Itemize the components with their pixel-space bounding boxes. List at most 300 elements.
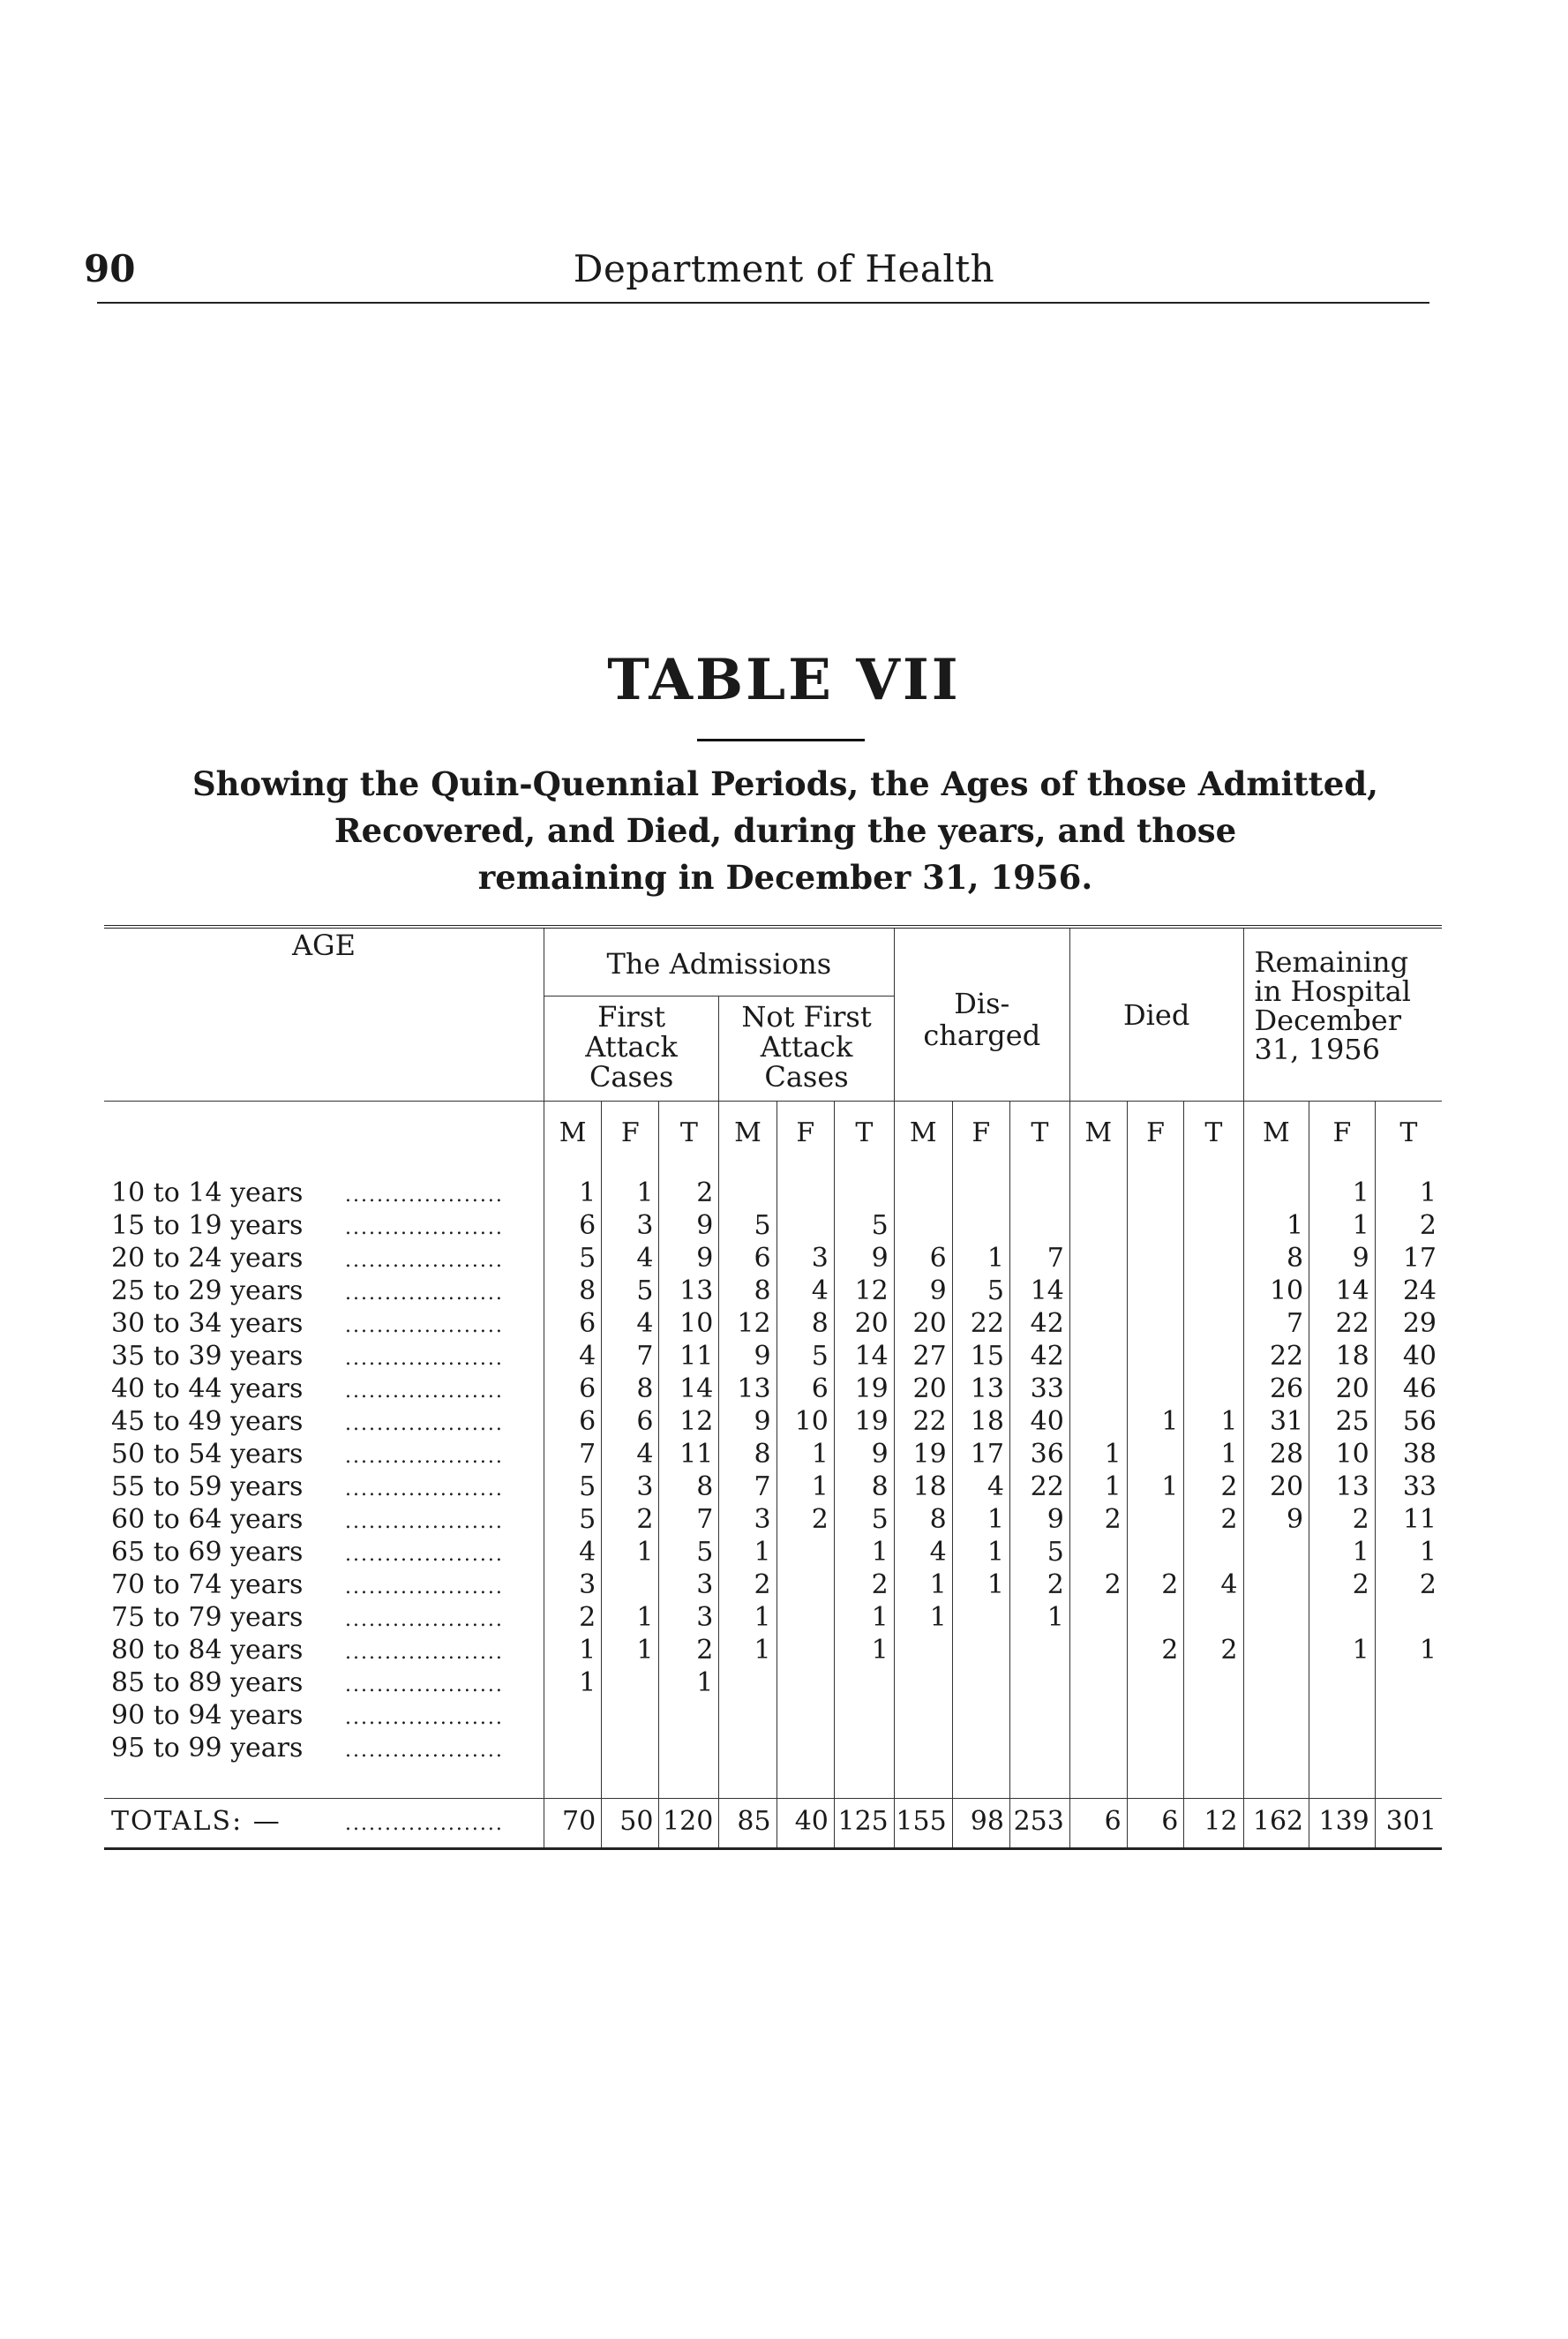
age-range-label: 75 to 79 years — [111, 1602, 304, 1633]
value-cell — [1309, 1701, 1376, 1734]
value-cell: 10 — [1309, 1440, 1376, 1472]
value-cell: 20 — [1309, 1374, 1376, 1407]
value-cell: 3 — [544, 1570, 601, 1603]
value-cell: 6 — [776, 1374, 834, 1407]
value-cell: 17 — [1375, 1244, 1442, 1276]
value-cell: 14 — [1309, 1276, 1376, 1309]
value-cell: 7 — [1243, 1309, 1309, 1342]
spacer-cell — [1009, 1766, 1069, 1799]
value-cell — [1309, 1734, 1376, 1766]
value-cell: 2 — [1127, 1636, 1184, 1668]
value-cell — [602, 1734, 659, 1766]
value-cell: 2 — [659, 1636, 719, 1668]
value-cell — [1243, 1538, 1309, 1570]
leader-dots: .................... — [345, 1609, 504, 1631]
value-cell: 15 — [952, 1342, 1009, 1374]
value-cell — [1243, 1603, 1309, 1636]
value-cell — [719, 1734, 776, 1766]
value-cell — [1069, 1276, 1127, 1309]
spacer-row — [104, 1766, 1442, 1799]
value-cell: 1 — [776, 1472, 834, 1505]
age-range-label: 10 to 14 years — [111, 1177, 304, 1208]
value-cell — [952, 1734, 1009, 1766]
value-cell — [1127, 1668, 1184, 1701]
leader-dots: .................... — [345, 1707, 504, 1729]
admissions-header: The Admissions — [544, 927, 894, 997]
value-cell: 33 — [1375, 1472, 1442, 1505]
value-cell — [1309, 1603, 1376, 1636]
value-cell — [1069, 1538, 1127, 1570]
value-cell: 4 — [544, 1538, 601, 1570]
totals-label: TOTALS: — — [111, 1806, 281, 1837]
value-cell: 3 — [659, 1603, 719, 1636]
running-title: Department of Health — [573, 247, 995, 290]
value-cell: 1 — [834, 1603, 894, 1636]
not-first-attack-header-line: Cases — [764, 1060, 849, 1094]
value-cell: 1 — [719, 1636, 776, 1668]
spacer-cell — [1127, 1766, 1184, 1799]
age-range-label: 55 to 59 years — [111, 1471, 304, 1502]
sex-column-header: T — [1009, 1102, 1069, 1162]
value-cell: 6 — [894, 1244, 952, 1276]
value-cell — [894, 1701, 952, 1734]
age-column-header: AGE — [104, 927, 544, 1102]
value-cell: 9 — [719, 1407, 776, 1440]
value-cell: 1 — [1309, 1211, 1376, 1244]
value-cell: 4 — [952, 1472, 1009, 1505]
leader-dots: .................... — [345, 1544, 504, 1566]
age-cell — [104, 1161, 544, 1211]
remaining-header-line: Remaining — [1254, 945, 1409, 979]
age-cell — [104, 1440, 544, 1472]
spacer-cell — [1184, 1766, 1243, 1799]
value-cell: 9 — [659, 1244, 719, 1276]
value-cell — [602, 1668, 659, 1701]
value-cell — [544, 1734, 601, 1766]
value-cell: 7 — [659, 1505, 719, 1538]
value-cell: 5 — [776, 1342, 834, 1374]
age-range-label: 70 to 74 years — [111, 1569, 304, 1600]
value-cell — [1069, 1374, 1127, 1407]
died-header: Died — [1069, 927, 1243, 1102]
value-cell — [1127, 1440, 1184, 1472]
value-cell: 1 — [719, 1603, 776, 1636]
value-cell — [952, 1701, 1009, 1734]
value-cell: 1 — [1127, 1407, 1184, 1440]
value-cell: 7 — [602, 1342, 659, 1374]
value-cell: 8 — [659, 1472, 719, 1505]
age-range-label: 25 to 29 years — [111, 1275, 304, 1306]
value-cell: 18 — [1309, 1342, 1376, 1374]
value-cell — [1243, 1668, 1309, 1701]
value-cell — [952, 1603, 1009, 1636]
table-title: TABLE VII — [607, 647, 961, 713]
value-cell — [659, 1734, 719, 1766]
value-cell — [1009, 1734, 1069, 1766]
value-cell: 19 — [834, 1407, 894, 1440]
table-row — [104, 1440, 1442, 1472]
value-cell: 2 — [834, 1570, 894, 1603]
sex-column-header: M — [894, 1102, 952, 1162]
value-cell — [1375, 1603, 1442, 1636]
value-cell: 10 — [659, 1309, 719, 1342]
value-cell: 46 — [1375, 1374, 1442, 1407]
value-cell — [1127, 1342, 1184, 1374]
value-cell: 4 — [1184, 1570, 1243, 1603]
value-cell — [1184, 1734, 1243, 1766]
value-cell: 7 — [544, 1440, 601, 1472]
value-cell — [1127, 1211, 1184, 1244]
value-cell — [1069, 1407, 1127, 1440]
sex-column-header: T — [659, 1102, 719, 1162]
value-cell: 1 — [776, 1440, 834, 1472]
leader-dots: .................... — [345, 1380, 504, 1403]
value-cell: 6 — [544, 1407, 601, 1440]
value-cell: 1 — [544, 1161, 601, 1211]
value-cell — [1069, 1309, 1127, 1342]
value-cell: 1 — [1184, 1407, 1243, 1440]
age-cell — [104, 1309, 544, 1342]
age-range-label: 50 to 54 years — [111, 1439, 304, 1470]
value-cell: 3 — [776, 1244, 834, 1276]
value-cell — [894, 1668, 952, 1701]
value-cell: 5 — [834, 1211, 894, 1244]
sex-column-header: F — [1127, 1102, 1184, 1162]
value-cell: 8 — [894, 1505, 952, 1538]
table-row — [104, 1342, 1442, 1374]
value-cell: 8 — [1243, 1244, 1309, 1276]
table-row — [104, 1603, 1442, 1636]
sex-column-header: F — [1309, 1102, 1376, 1162]
table-row — [104, 1472, 1442, 1505]
leader-dots: .................... — [345, 1348, 504, 1370]
page-number: 90 — [84, 247, 136, 290]
value-cell: 13 — [1309, 1472, 1376, 1505]
total-value-cell: 6 — [1127, 1799, 1184, 1849]
value-cell: 5 — [719, 1211, 776, 1244]
value-cell — [1243, 1701, 1309, 1734]
value-cell: 5 — [602, 1276, 659, 1309]
value-cell: 12 — [659, 1407, 719, 1440]
value-cell: 1 — [952, 1538, 1009, 1570]
value-cell: 1 — [1309, 1538, 1376, 1570]
value-cell: 19 — [894, 1440, 952, 1472]
value-cell: 5 — [544, 1505, 601, 1538]
table-row — [104, 1276, 1442, 1309]
value-cell: 9 — [1009, 1505, 1069, 1538]
value-cell: 20 — [834, 1309, 894, 1342]
value-cell: 1 — [834, 1538, 894, 1570]
value-cell: 22 — [1309, 1309, 1376, 1342]
value-cell — [1375, 1668, 1442, 1701]
age-cell — [104, 1701, 544, 1734]
age-cell — [104, 1570, 544, 1603]
value-cell — [894, 1161, 952, 1211]
value-cell — [1243, 1734, 1309, 1766]
value-cell: 2 — [1009, 1570, 1069, 1603]
value-cell — [1184, 1309, 1243, 1342]
value-cell: 17 — [952, 1440, 1009, 1472]
value-cell — [776, 1570, 834, 1603]
value-cell — [1184, 1342, 1243, 1374]
age-range-label: 40 to 44 years — [111, 1373, 304, 1404]
value-cell: 7 — [719, 1472, 776, 1505]
value-cell — [1127, 1161, 1184, 1211]
value-cell — [776, 1211, 834, 1244]
value-cell: 9 — [719, 1342, 776, 1374]
value-cell: 5 — [834, 1505, 894, 1538]
value-cell: 1 — [1069, 1440, 1127, 1472]
value-cell: 8 — [544, 1276, 601, 1309]
table-row — [104, 1161, 1442, 1211]
totals-label-cell — [104, 1799, 544, 1849]
total-value-cell: 98 — [952, 1799, 1009, 1849]
sex-header-row — [104, 1102, 1442, 1162]
value-cell — [1243, 1570, 1309, 1603]
leader-dots: .................... — [345, 1315, 504, 1337]
value-cell: 1 — [544, 1668, 601, 1701]
value-cell — [1184, 1276, 1243, 1309]
spacer-cell — [104, 1766, 544, 1799]
value-cell: 9 — [894, 1276, 952, 1309]
total-value-cell: 301 — [1375, 1799, 1442, 1849]
sex-column-header: F — [952, 1102, 1009, 1162]
value-cell: 9 — [1243, 1505, 1309, 1538]
value-cell: 12 — [719, 1309, 776, 1342]
table-row — [104, 1570, 1442, 1603]
value-cell: 6 — [544, 1211, 601, 1244]
value-cell: 20 — [894, 1309, 952, 1342]
value-cell — [1375, 1734, 1442, 1766]
value-cell: 8 — [834, 1472, 894, 1505]
value-cell: 2 — [659, 1161, 719, 1211]
value-cell: 8 — [719, 1440, 776, 1472]
value-cell: 1 — [602, 1603, 659, 1636]
value-cell: 2 — [1069, 1505, 1127, 1538]
value-cell — [1127, 1276, 1184, 1309]
value-cell — [776, 1668, 834, 1701]
table-row — [104, 1734, 1442, 1766]
value-cell: 24 — [1375, 1276, 1442, 1309]
value-cell — [1184, 1211, 1243, 1244]
sex-header-spacer — [104, 1102, 544, 1162]
age-range-label: 95 to 99 years — [111, 1733, 304, 1764]
value-cell: 22 — [952, 1309, 1009, 1342]
discharged-header — [894, 927, 1069, 1102]
value-cell — [1127, 1244, 1184, 1276]
sex-column-header: M — [1069, 1102, 1127, 1162]
value-cell — [1184, 1374, 1243, 1407]
total-value-cell: 253 — [1009, 1799, 1069, 1849]
subtitle-line: Recovered, and Died, during the years, and those — [334, 811, 1237, 850]
sex-column-header: T — [1184, 1102, 1243, 1162]
value-cell — [894, 1211, 952, 1244]
discharged-header-line: Dis- — [954, 986, 1010, 1020]
value-cell: 18 — [894, 1472, 952, 1505]
value-cell — [1069, 1636, 1127, 1668]
spacer-cell — [952, 1766, 1009, 1799]
value-cell: 1 — [1309, 1161, 1376, 1211]
value-cell: 2 — [1069, 1570, 1127, 1603]
total-value-cell: 6 — [1069, 1799, 1127, 1849]
value-cell: 8 — [776, 1309, 834, 1342]
header-rule — [97, 302, 1429, 304]
value-cell — [1069, 1211, 1127, 1244]
value-cell: 4 — [894, 1538, 952, 1570]
age-range-label: 90 to 94 years — [111, 1700, 304, 1731]
value-cell — [1184, 1161, 1243, 1211]
age-range-label: 15 to 19 years — [111, 1210, 304, 1241]
table-row — [104, 1505, 1442, 1538]
age-range-label: 45 to 49 years — [111, 1406, 304, 1437]
table-row — [104, 1668, 1442, 1701]
value-cell: 1 — [894, 1570, 952, 1603]
leader-dots: .................... — [345, 1185, 504, 1207]
sex-column-header: F — [776, 1102, 834, 1162]
value-cell — [1009, 1636, 1069, 1668]
value-cell — [1069, 1668, 1127, 1701]
age-cell — [104, 1472, 544, 1505]
leader-dots: .................... — [345, 1576, 504, 1598]
value-cell: 2 — [776, 1505, 834, 1538]
age-cell — [104, 1407, 544, 1440]
value-cell — [776, 1636, 834, 1668]
value-cell — [776, 1701, 834, 1734]
remaining-header-line: December — [1254, 1004, 1402, 1037]
age-range-label: 30 to 34 years — [111, 1308, 304, 1339]
value-cell — [1184, 1701, 1243, 1734]
value-cell — [1069, 1603, 1127, 1636]
value-cell — [1243, 1636, 1309, 1668]
value-cell: 12 — [834, 1276, 894, 1309]
age-range-label: 80 to 84 years — [111, 1635, 304, 1666]
value-cell: 8 — [602, 1374, 659, 1407]
value-cell — [1069, 1161, 1127, 1211]
value-cell: 1 — [719, 1538, 776, 1570]
leader-dots: .................... — [345, 1217, 504, 1239]
table-row — [104, 1538, 1442, 1570]
value-cell: 29 — [1375, 1309, 1442, 1342]
value-cell: 1 — [952, 1570, 1009, 1603]
value-cell — [1069, 1734, 1127, 1766]
value-cell: 11 — [659, 1440, 719, 1472]
leader-dots: .................... — [345, 1250, 504, 1272]
value-cell: 1 — [1069, 1472, 1127, 1505]
first-attack-header-line: Cases — [589, 1060, 674, 1094]
value-cell — [1069, 1342, 1127, 1374]
sex-column-header: T — [1375, 1102, 1442, 1162]
value-cell: 20 — [1243, 1472, 1309, 1505]
value-cell — [719, 1701, 776, 1734]
value-cell: 1 — [1127, 1472, 1184, 1505]
not-first-attack-header — [719, 997, 894, 1102]
spacer-cell — [894, 1766, 952, 1799]
value-cell: 9 — [834, 1440, 894, 1472]
value-cell: 7 — [1009, 1244, 1069, 1276]
value-cell: 4 — [776, 1276, 834, 1309]
value-cell: 22 — [1009, 1472, 1069, 1505]
value-cell: 1 — [894, 1603, 952, 1636]
age-cell — [104, 1538, 544, 1570]
sex-column-header: M — [719, 1102, 776, 1162]
value-cell — [544, 1701, 601, 1734]
spacer-cell — [776, 1766, 834, 1799]
value-cell: 2 — [1184, 1472, 1243, 1505]
table-row — [104, 1244, 1442, 1276]
value-cell — [952, 1161, 1009, 1211]
table-row — [104, 1701, 1442, 1734]
value-cell: 42 — [1009, 1309, 1069, 1342]
value-cell: 3 — [602, 1472, 659, 1505]
value-cell — [719, 1668, 776, 1701]
value-cell: 1 — [1184, 1440, 1243, 1472]
value-cell — [1009, 1668, 1069, 1701]
value-cell — [1127, 1701, 1184, 1734]
subtitle-line: remaining in December 31, 1956. — [477, 858, 1093, 897]
subtitle-line: Showing the Quin-Quennial Periods, the Ages of those Admitted, — [191, 764, 1379, 803]
leader-dots: .................... — [345, 1674, 504, 1696]
age-cell — [104, 1734, 544, 1766]
statistics-table — [104, 925, 1442, 1850]
value-cell: 1 — [1375, 1636, 1442, 1668]
value-cell: 19 — [834, 1374, 894, 1407]
remaining-header-line: 31, 1956 — [1254, 1033, 1381, 1066]
spacer-cell — [1309, 1766, 1376, 1799]
value-cell: 11 — [659, 1342, 719, 1374]
value-cell: 10 — [776, 1407, 834, 1440]
value-cell: 28 — [1243, 1440, 1309, 1472]
table-row — [104, 1407, 1442, 1440]
value-cell — [1184, 1603, 1243, 1636]
value-cell: 4 — [602, 1309, 659, 1342]
value-cell: 22 — [894, 1407, 952, 1440]
value-cell — [776, 1161, 834, 1211]
leader-dots: .................... — [345, 1413, 504, 1435]
value-cell — [1184, 1668, 1243, 1701]
value-cell: 26 — [1243, 1374, 1309, 1407]
value-cell: 1 — [544, 1636, 601, 1668]
value-cell: 2 — [1127, 1570, 1184, 1603]
leader-dots: .................... — [345, 1740, 504, 1762]
value-cell: 5 — [544, 1244, 601, 1276]
value-cell: 13 — [952, 1374, 1009, 1407]
value-cell — [776, 1734, 834, 1766]
age-cell — [104, 1603, 544, 1636]
value-cell — [894, 1734, 952, 1766]
value-cell: 1 — [952, 1244, 1009, 1276]
value-cell: 36 — [1009, 1440, 1069, 1472]
value-cell — [602, 1570, 659, 1603]
total-value-cell: 12 — [1184, 1799, 1243, 1849]
value-cell — [1009, 1211, 1069, 1244]
value-cell: 14 — [834, 1342, 894, 1374]
value-cell: 1 — [952, 1505, 1009, 1538]
value-cell: 1 — [602, 1538, 659, 1570]
value-cell: 1 — [659, 1668, 719, 1701]
age-cell — [104, 1342, 544, 1374]
value-cell — [1184, 1244, 1243, 1276]
value-cell: 6 — [602, 1407, 659, 1440]
table-row — [104, 1211, 1442, 1244]
value-cell — [1375, 1701, 1442, 1734]
first-attack-header-line: Attack — [585, 1030, 678, 1064]
value-cell: 2 — [1184, 1505, 1243, 1538]
total-value-cell: 125 — [834, 1799, 894, 1849]
value-cell: 5 — [1009, 1538, 1069, 1570]
age-range-label: 60 to 64 years — [111, 1504, 304, 1535]
value-cell — [952, 1636, 1009, 1668]
table-row — [104, 1309, 1442, 1342]
